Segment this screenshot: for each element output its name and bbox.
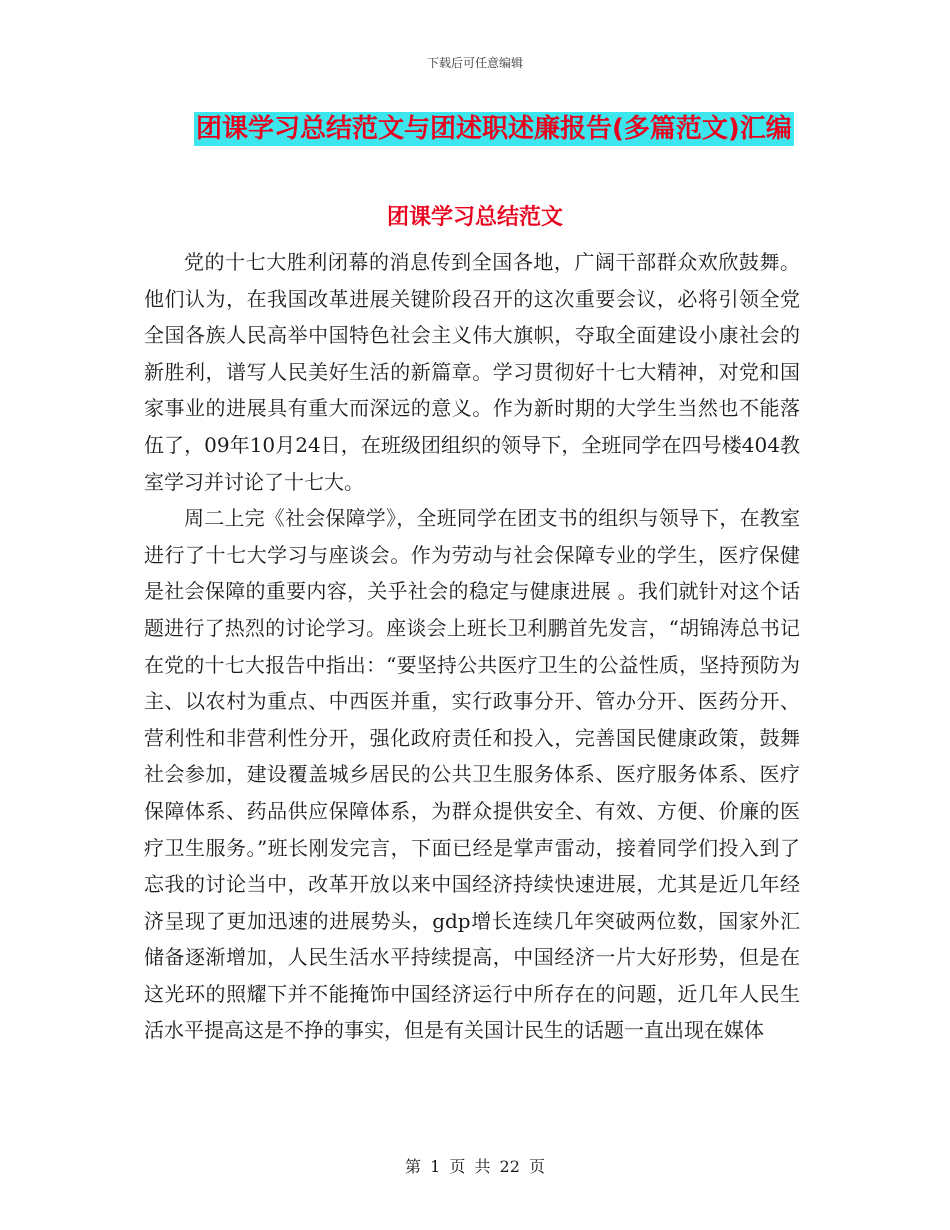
paragraph: 周二上完《社会保障学》，全班同学在团支书的组织与领导下，在教室进行了十七大学习与座谈会。作为劳动与社会保障专业的学生，医疗保健是社会保障的重要内容，关乎社会的稳定与健康进展 。我们就针对这个话题进行了热烈的讨论学习。座谈会上班长卫利鹏首先发言，“胡锦涛总书记在党的十七大报告中指出：“要坚持公共医疗卫生的公益性质，坚持预防为主、以农村为重点、中西医并重，实行政事分开、管办分开、医药分开、营利性和非营利性分开，强化政府责任和投入，完善国民健康政策，鼓舞社会参加，建设覆盖城乡居民的公共卫生服务体系、医疗服务体系、医疗保障体系、药品供应保障体系，为群众提供安全、有效、方便、价廉的医疗卫生服务。”班长刚发完言，下面已经是掌声雷动，接着同学们投入到了忘我的讨论当中，改革开放以来中国经济持续快速进展，尤其是近几年经济呈现了更加迅速的进展势头，gdp增长连续几年突破两位数，国家外汇储备逐渐增加，人民生活水平持续提高，中国经济一片大好形势，但是在这光环的照耀下并不能掩饰中国经济运行中所存在的问题，近几年人民生活水平提高这是不挣的事实，但是有关国计民生的话题一直出现在媒体 — [144, 506, 800, 1043]
main-title-highlight — [194, 112, 794, 146]
body-text — [144, 244, 800, 1049]
section-title: 团课学习总结范文 — [386, 205, 563, 230]
main-title: 团课学习总结范文与团述职述廉报告(多篇范文)汇编 — [196, 114, 792, 144]
header-note: 下载后可任意编辑 — [426, 56, 523, 70]
paragraph: 党的十七大胜利闭幕的消息传到全国各地，广阔干部群众欢欣鼓舞。他们认为，在我国改革进展关键阶段召开的这次重要会议，必将引领全党全国各族人民高举中国特色社会主义伟大旗帜，夺取全面建设小康社会的新胜利，谱写人民美好生活的新篇章。学习贯彻好十七大精神，对党和国家事业的进展具有重大而深远的意义。作为新时期的大学生当然也不能落伍了，09年10月24日，在班级团组织的领导下，全班同学在四号楼404教室学习并讨论了十七大。 — [144, 250, 800, 494]
page-footer: 第 1 页 共 22 页 — [405, 1157, 545, 1176]
